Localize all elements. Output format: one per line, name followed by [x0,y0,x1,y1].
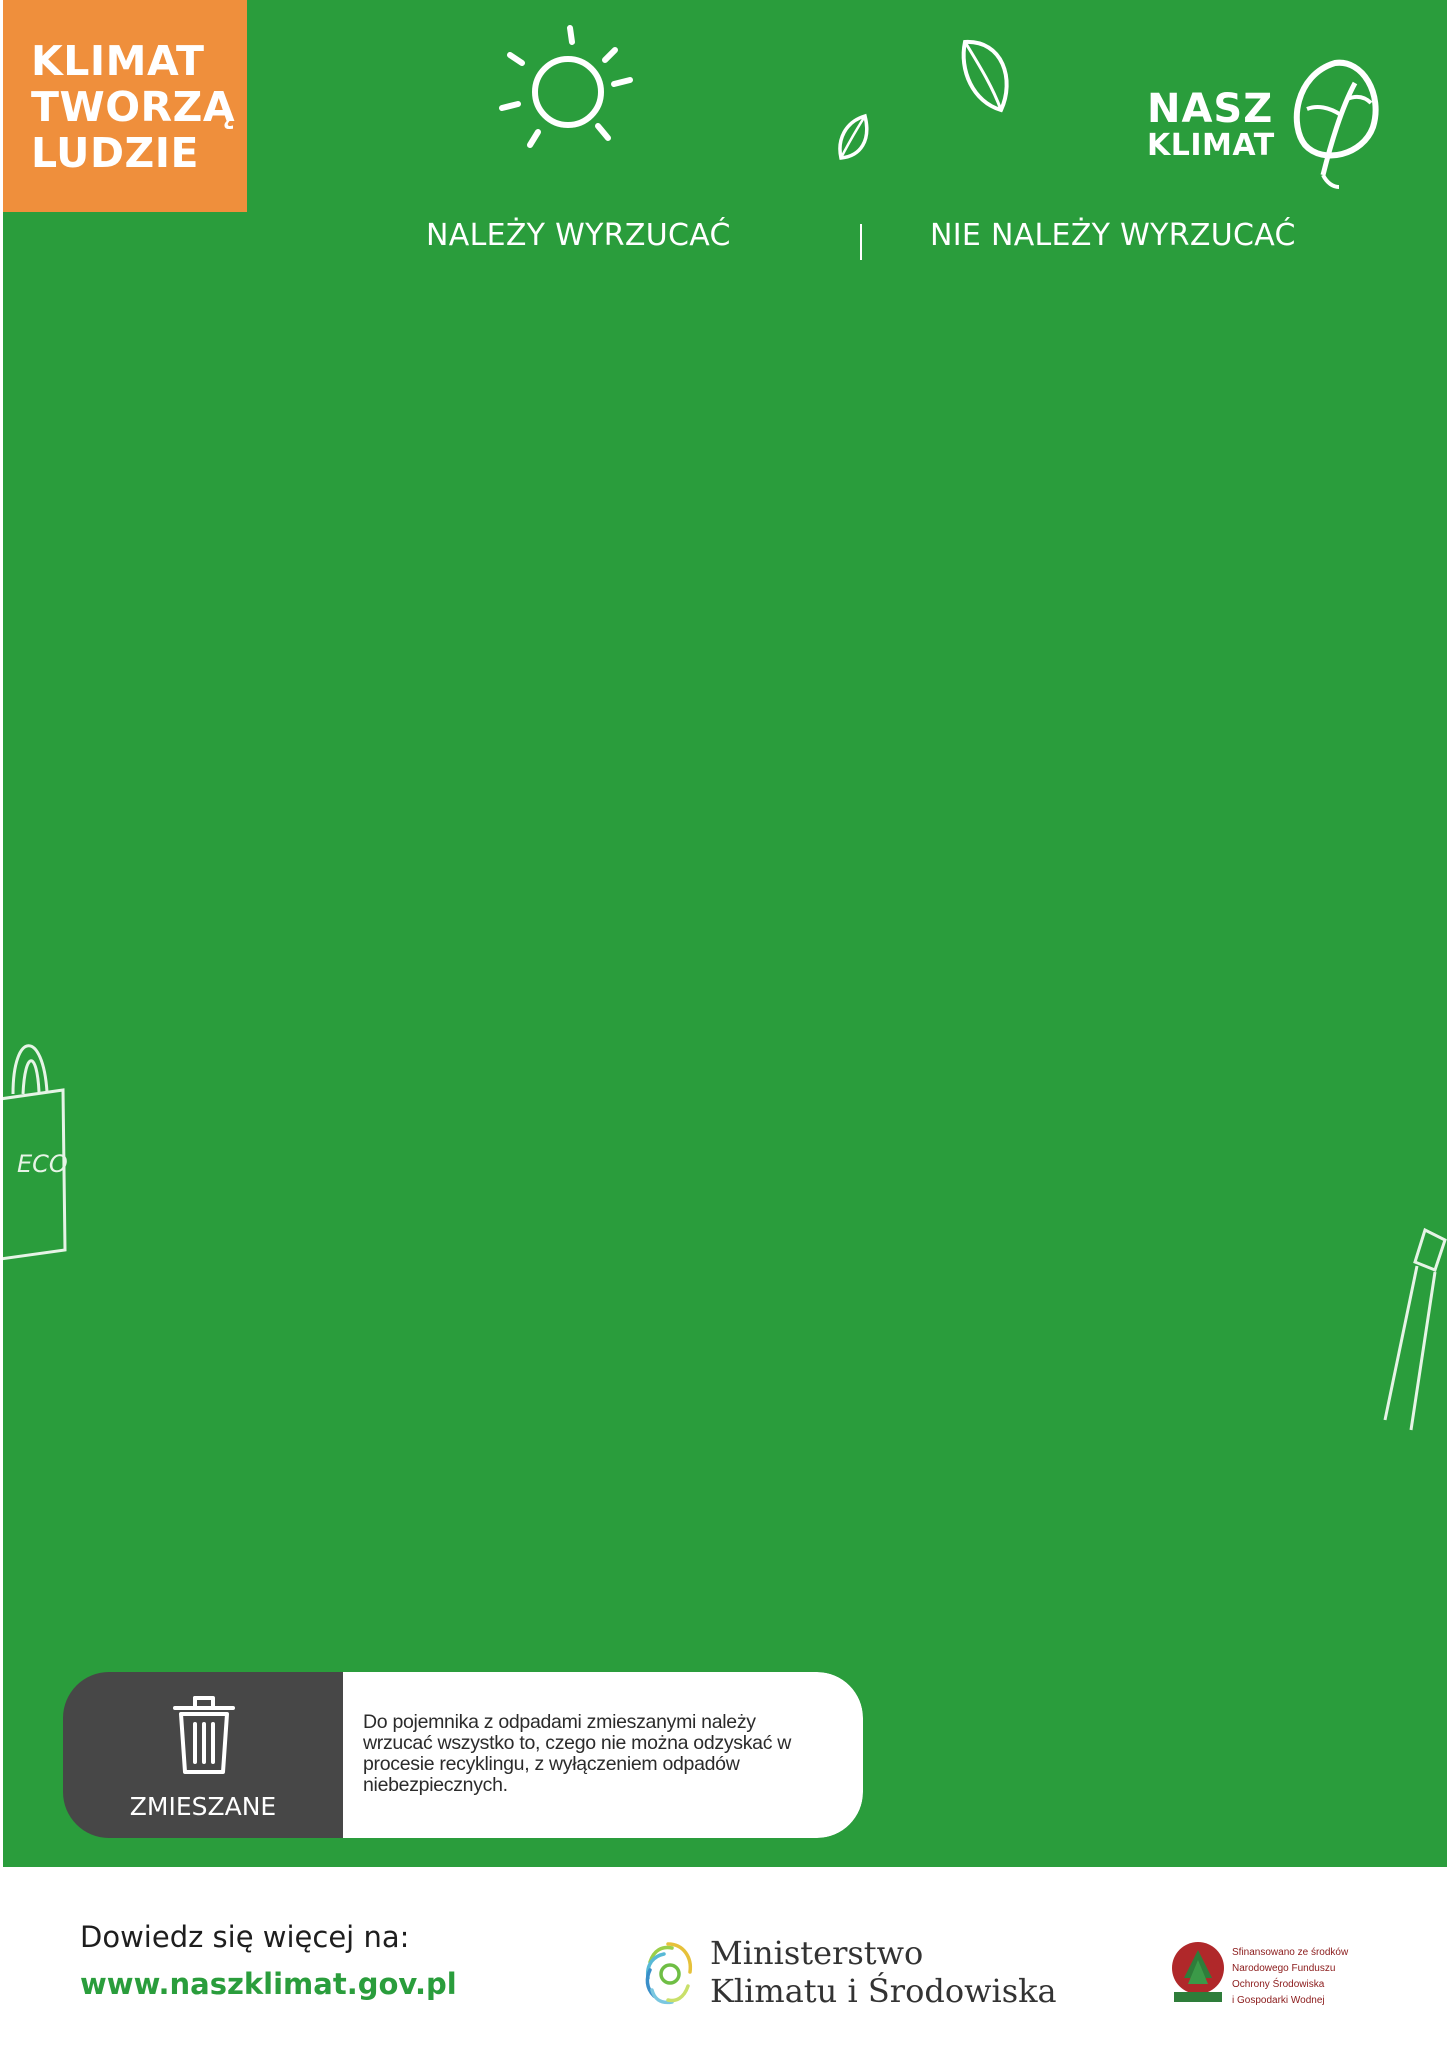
category-label-zmieszane: ZMIESZANE [129,1792,277,1821]
badge-line-1: KLIMAT [31,37,205,85]
bottle-doodle [1365,1220,1447,1440]
fund-line-2: Narodowego Funduszu [1232,1963,1336,1974]
logo-klimat: KLIMAT [1147,128,1275,163]
klimat-tworza-ludzie-badge [3,0,247,212]
row-zmieszane [63,1672,863,1838]
ministry-name-line2: Klimatu i Środowiska [710,1972,1057,2010]
heading-separator [860,224,862,260]
category-zmieszane [63,1672,343,1838]
logo-nasz: NASZ [1147,86,1274,132]
small-leaf-icon [831,110,876,165]
footer-prompt: Dowiedz się więcej na: [80,1920,410,1954]
eco-bag-label: ECO [17,1150,68,1178]
heading-allowed: NALEŻY WYRZUCAĆ [426,218,731,253]
ministry-logo-icon [640,1938,696,2008]
fund-line-3: Ochrony Środowiska [1232,1979,1325,1990]
badge-line-2: TWORZĄ [31,83,236,131]
zmieszane-description: Do pojemnika z odpadami zmieszanymi należy wrzucać wszystko to, czego nie można odzyskać w procesie recyklingu, z wyłączeniem odpadów niebezpiecznych. [363,1711,792,1796]
footer-website-link[interactable]: www.naszklimat.gov.pl [80,1967,457,2001]
allowed-panel-zmieszane [343,1672,863,1838]
trash-bin-icon [171,1694,237,1776]
fund-line-1: Sfinansowano ze środków [1232,1947,1349,1958]
nasz-klimat-logo-icon [1283,55,1388,195]
badge-line-3: LUDZIE [31,129,199,177]
eco-bag-doodle [3,1010,73,1270]
ministry-name-line1: Ministerstwo [710,1934,924,1972]
poster-background [3,0,1447,1867]
fund-line-4: i Gospodarki Wodnej [1232,1995,1325,2006]
leaf-icon [953,30,1023,120]
nfos-logo-icon [1168,1940,1228,2008]
sun-icon [490,20,650,160]
heading-forbidden: NIE NALEŻY WYRZUCAĆ [930,218,1296,253]
